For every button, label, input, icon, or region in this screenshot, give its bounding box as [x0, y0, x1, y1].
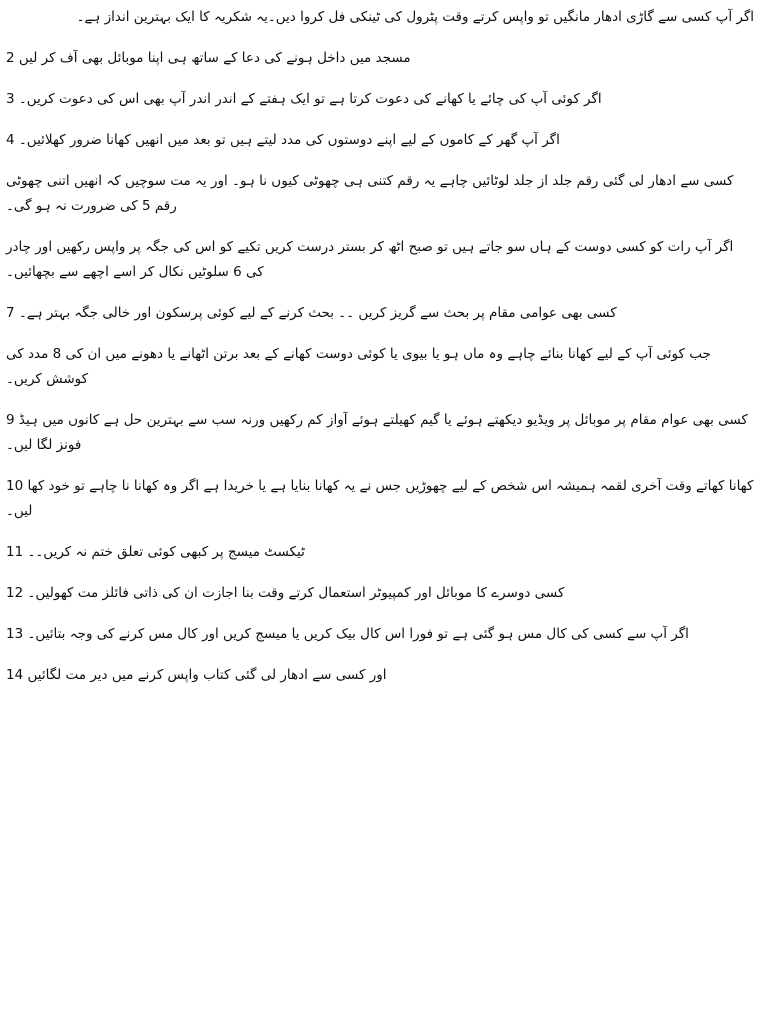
- etiquette-item-13: اگر آپ سے کسی کی کال مس ہو گئی ہے تو فورا اس کال بیک کریں یا میسج کریں اور کال مس کرنے کی وجہ بتائیں۔ 13: [6, 626, 689, 642]
- etiquette-item-4: اگر آپ گھر کے کاموں کے لیے اپنے دوستوں کی مدد لیتے ہیں تو بعد میں انھیں کھانا ضرور کھلائیں۔ 4: [6, 132, 560, 148]
- etiquette-item-12: کسی دوسرے کا موبائل اور کمپیوٹر استعمال کرتے وقت بنا اجازت ان کی ذاتی فائلز مت کھولیں۔ 12: [6, 585, 565, 601]
- etiquette-item-7: کسی بھی عوامی مقام پر بحث سے گریز کریں ۔۔ بحث کرنے کے لیے کوئی پرسکون اور خالی جگہ بہتر ہے۔ 7: [6, 305, 617, 321]
- document-body: [6, 5, 754, 704]
- etiquette-item-8: جب کوئی آپ کے لیے کھانا بنائے چاہے وہ ماں ہو یا بیوی یا کوئی دوست کھانے کے بعد برتن اٹھانے یا دھونے میں ان کی 8 مدد کی کوشش کریں۔: [6, 346, 711, 387]
- etiquette-item-3: اگر کوئی آپ کی چائے یا کھانے کی دعوت کرتا ہے تو ایک ہفتے کے اندر اندر آپ بھی اس کی دعوت کریں۔ 3: [6, 91, 602, 107]
- etiquette-item-14: اور کسی سے ادھار لی گئی کتاب واپس کرنے میں دیر مت لگائیں 14: [6, 667, 387, 683]
- etiquette-item-2: مسجد میں داخل ہونے کی دعا کے ساتھ ہی اپنا موبائل بھی آف کر لیں 2: [6, 50, 411, 66]
- etiquette-item-6: اگر آپ رات کو کسی دوست کے ہاں سو جاتے ہیں تو صبح اٹھ کر بستر درست کریں تکیے کو اس کی جگہ پر واپس رکھیں اور چادر کی 6 سلوٹیں نکال کر اسے اچھے سے بچھائیں۔: [6, 239, 734, 280]
- etiquette-item-10: کھانا کھاتے وقت آخری لقمہ ہمیشہ اس شخص کے لیے چھوڑیں جس نے یہ کھانا بنایا ہے یا خریدا ہے اگر وہ کھانا نا چاہے تو خود کھا 10 لیں۔: [6, 478, 754, 519]
- etiquette-item-5: کسی سے ادھار لی گئی رقم جلد از جلد لوٹائیں چاہے یہ رقم کتنی ہی چھوٹی کیوں نا ہو۔ اور یہ مت سوچیں کہ انھیں اتنی چھوٹی رقم 5 کی ضرورت نہ ہو گی۔: [6, 173, 734, 214]
- etiquette-item-11: ٹیکسٹ میسج پر کبھی کوئی تعلق ختم نہ کریں۔۔ 11: [6, 544, 305, 560]
- etiquette-item-1: اگر آپ کسی سے گاڑی ادھار مانگیں تو واپس کرتے وقت پٹرول کی ٹینکی فل کروا دیں۔یہ شکریہ کا ایک بہترین انداز ہے۔: [76, 9, 754, 25]
- etiquette-item-9: کسی بھی عوام مقام پر موبائل پر ویڈیو دیکھتے ہوئے یا گیم کھیلتے ہوئے آواز کم رکھیں ورنہ سب سے بہترین حل ہے کانوں میں ہیڈ 9 فونز لگا لیں۔: [6, 412, 748, 453]
